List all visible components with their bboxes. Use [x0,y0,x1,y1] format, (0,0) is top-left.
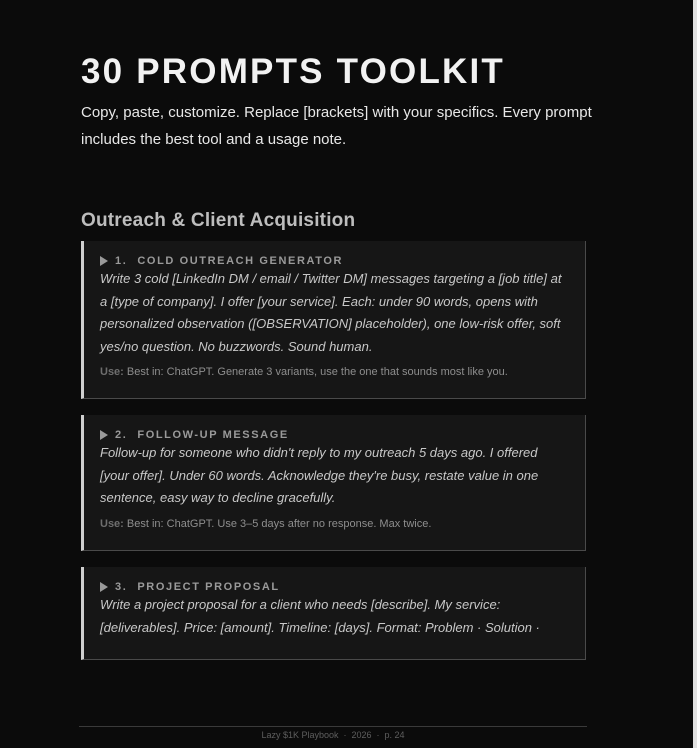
footer-divider [79,726,587,727]
prompt-body: Follow-up for someone who didn't reply to my outreach 5 days ago. I offered [your offer]. Under 60 words. Acknowledge they're busy, restate value in one sentence, easy way to decline gracefully. [100,445,539,505]
prompt-card-cold-outreach [81,241,586,399]
page-edge-strip [693,0,697,748]
prompt-usage-note [100,364,569,380]
section-title: Outreach & Client Acquisition [81,210,356,231]
triangle-right-icon [100,256,108,266]
footer-separator: · [376,730,380,740]
prompt-number: 1. [115,255,128,267]
prompt-name: FOLLOW-UP MESSAGE [137,429,289,441]
prompt-body: Write a project proposal for a client who needs [describe]. My service: [deliverables]. Price: [amount]. Timeline: [days]. Format: Problem · Solution · [100,597,540,635]
page-subtitle: Copy, paste, customize. Replace [brackets] with your specifics. Every prompt includes the best tool and a usage note. [81,104,592,148]
prompt-header [100,254,569,268]
footer-book-title: Lazy $1K Playbook [261,730,339,740]
footer-year: 2026 [351,730,372,740]
prompt-name: COLD OUTREACH GENERATOR [137,255,344,267]
prompt-body: Write 3 cold [LinkedIn DM / email / Twitter DM] messages targeting a [job title] at a [type of company]. I offer [your service]. Each: under 90 words, opens with personalized observation ([OBSERVATION] placeholder), one low-risk offer, soft yes/no question. No buzzwords. Sound human. [100,271,562,354]
page-footer [79,729,587,741]
usage-text: Best in: ChatGPT. Use 3–5 days after no response. Max twice. [126,517,432,530]
prompt-header [100,428,569,442]
prompt-number: 3. [115,581,128,593]
prompt-number: 2. [115,429,128,441]
prompt-header [100,580,569,594]
prompt-card-project-proposal [81,567,586,660]
prompt-name: PROJECT PROPOSAL [137,581,280,593]
usage-label: Use: [100,517,124,530]
triangle-right-icon [100,430,108,440]
prompt-card-follow-up [81,415,586,551]
usage-text: Best in: ChatGPT. Generate 3 variants, use the one that sounds most like you. [126,366,508,378]
footer-page-number: p. 24 [384,730,405,740]
prompt-usage-note [100,516,569,532]
usage-label: Use: [100,366,124,378]
footer-separator: · [343,730,347,740]
page-title: 30 PROMPTS TOOLKIT [81,52,506,91]
triangle-right-icon [100,582,108,592]
